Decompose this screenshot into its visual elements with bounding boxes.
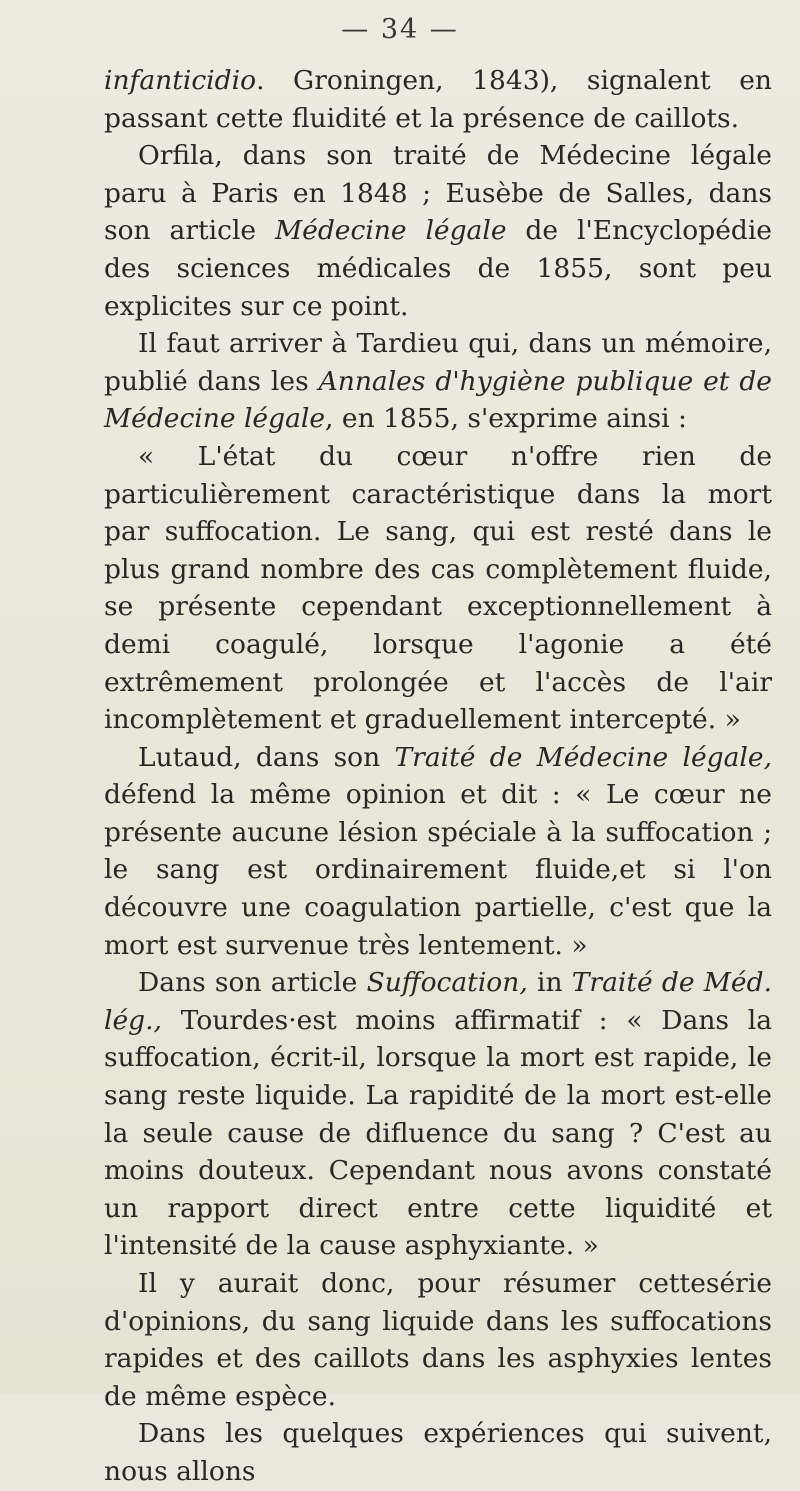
segment: Traité de Médecine légale,	[394, 741, 772, 773]
segment: Orfila, dans son traité de Médecine légale paru à Paris en 1848 ; Eusèbe de Salles, dans son article	[104, 140, 772, 247]
segment: , en 1855, s'exprime ainsi :	[325, 403, 687, 435]
segment: Médecine légale	[275, 215, 507, 247]
segment: . Groningen, 1843), signalent en passant cette fluidité et la présence de caillots.	[104, 65, 772, 134]
paragraph-5	[104, 739, 772, 965]
segment: « L'état du cœur n'offre rien de particulièrement caractéristique dans la mort par suffocation. Le sang, qui est resté dans le plus grand nombre des cas complètement fluide, se présente cependant exceptionnellement à demi coagulé, lorsque l'agonie a été extrêmement prolongée et l'accès de l'air incomplètement et graduellement intercepté. »	[104, 440, 772, 736]
segment: Il y aurait donc, pour résumer cettesérie d'opinions, du sang liquide dans les suffocations rapides et des caillots dans les asphyxies lentes de même espèce.	[104, 1268, 772, 1412]
paragraph-7	[104, 1265, 772, 1415]
paragraph-2	[104, 137, 772, 325]
segment: Il faut arriver à Tardieu qui, dans un mémoire, publié dans les	[104, 328, 772, 397]
paragraph-4-quote-tardieu	[104, 438, 772, 739]
segment: Suffocation,	[366, 967, 528, 999]
segment: de l'Encyclopédie des sciences médicales de 1855, sont peu explicites sur ce point.	[104, 215, 772, 322]
paragraph-8	[104, 1415, 772, 1490]
paragraph-1	[104, 62, 772, 137]
segment: défend la même opinion et dit : « Le cœur ne présente aucune lésion spéciale à la suffocation ; le sang est ordinairement fluide,et si l'on découvre une coagulation partielle, c'est que la mort est survenue très lentement. »	[104, 779, 772, 961]
segment: infanticidio	[104, 65, 257, 96]
segment: Dans son article	[138, 967, 367, 999]
body-text	[104, 62, 772, 1491]
segment: Lutaud, dans son	[138, 741, 395, 773]
segment: Annales d'hygiène publique et de Médecine légale	[104, 365, 772, 435]
segment: in	[527, 967, 572, 999]
segment: Traité de Méd. lég.,	[104, 967, 772, 1036]
segment: Dans les quelques expériences qui suivent, nous allons	[104, 1418, 772, 1487]
page-number: — 34 —	[341, 14, 459, 45]
segment: Tourdes·est moins affirmatif : « Dans la suffocation, écrit-il, lorsque la mort est rapide, le sang reste liquide. La rapidité de la mort est-elle la seule cause de difluence du sang ? C'est au moins douteux. Cependant nous avons constaté un rapport direct entre cette liquidité et l'intensité de la cause asphyxiante. »	[104, 1004, 772, 1262]
paragraph-3	[104, 325, 772, 438]
paragraph-6	[104, 964, 772, 1265]
